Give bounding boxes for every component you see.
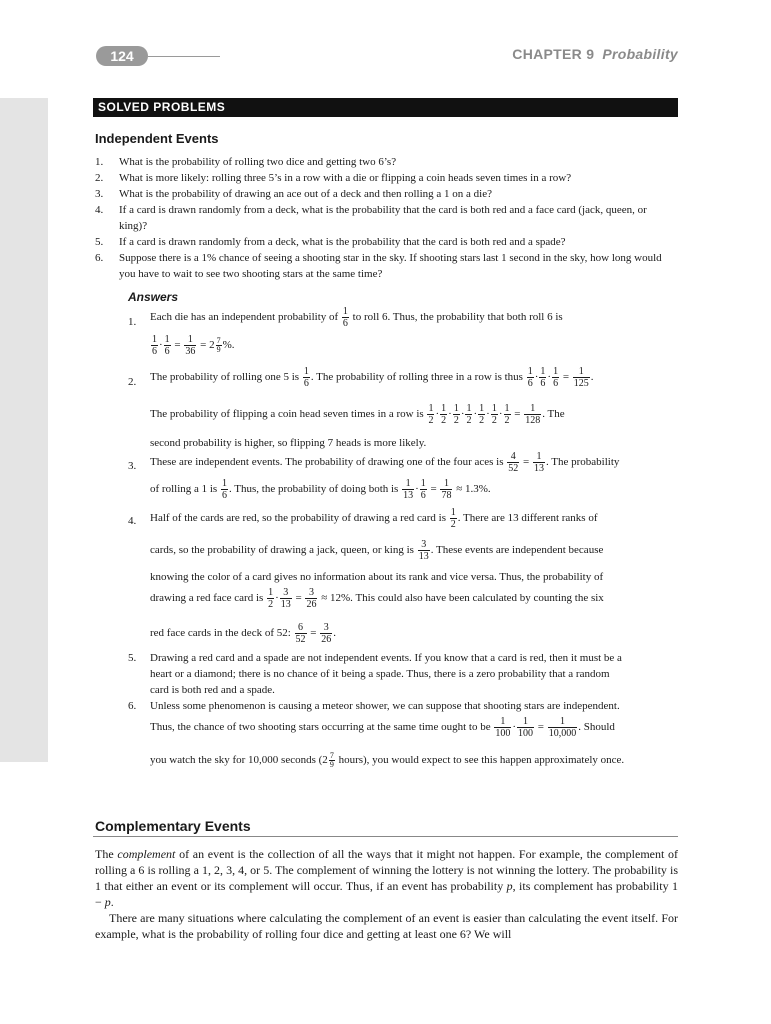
answer-line: Unless some phenomenon is causing a meteor shower, we can suppose that shooting stars are independent. <box>150 700 620 712</box>
answer-number: 6. <box>128 700 137 712</box>
answer-line: you watch the sky for 10,000 seconds (2 $\frac{7}{9}$ hours), you would expect to see this happen approximately once. <box>150 751 625 769</box>
answer-line: second probability is higher, so flipping 7 heads is more likely. <box>150 437 427 449</box>
header-rule <box>148 56 220 57</box>
paragraph-complement-definition: The complement of an event is the collection of all the ways that it might not happen. For example, the complement of rolling a 6 is rolling a 1, 2, 3, 4, or 5. The complement of winning the lottery is not winning the lottery. The probability is 1 that either an event or its complement will occur. Thus, if an event has probability p, its complement has probability 1 − p. <box>95 847 679 909</box>
answer-line: Drawing a red card and a spade are not independent events. If you know that a card is red, then it must be a <box>150 652 622 664</box>
answer-line: card is both red and a spade. <box>150 684 275 696</box>
answer-line: red face cards in the deck of 52: $\frac{6}{52}$ = $\frac{3}{26}$ . <box>150 622 337 645</box>
answers-title: Answers <box>128 290 179 304</box>
section-title-independent: Independent Events <box>95 131 219 146</box>
answer-line: These are independent events. The probability of drawing one of the four aces is $\frac{4}{52}$ = $\frac{1}{13}$ . The probability <box>150 451 620 474</box>
answer-number: 2. <box>128 376 137 388</box>
section-bar: SOLVED PROBLEMS <box>93 98 678 117</box>
chapter-label: CHAPTER 9 <box>512 46 595 62</box>
answer-line: knowing the color of a card gives no information about its rank and vice versa. Thus, the probability of <box>150 571 604 583</box>
answer-number: 4. <box>128 515 137 527</box>
answer-line: of rolling a 1 is $\frac{1}{6}$ . Thus, the probability of doing both is $\frac{1}{13}$ · $\frac{1}{6}$ = $\frac{1}{78}$ ≈ 1.3%. <box>150 478 491 501</box>
paragraph-complement-example: There are many situations where calculating the complement of an event is easier than calculating the event itself. For example, what is the probability of rolling four dice and getting at least one 6? We will <box>95 911 678 941</box>
answer-line: Thus, the chance of two shooting stars occurring at the same time ought to be $\frac{1}{100}$ · $\frac{1}{100}$ = $\frac{1}{10,000}$ . Should <box>150 716 615 739</box>
section-rule <box>93 836 678 837</box>
answer-line: The probability of rolling one 5 is $\frac{1}{6}$ . The probability of rolling three in a row is thus $\frac{1}{6}$ · $\frac{1}{6}$ · $\frac{1}{6}$ = $\frac{1}{125}$ . <box>150 366 594 389</box>
chapter-header <box>512 46 678 62</box>
answer-line: heart or a diamond; there is no chance of it being a spade. Thus, there is a zero probability that a random <box>150 668 610 680</box>
answer-line: Each die has an independent probability of $\frac{1}{6}$ to roll 6. Thus, the probability that both roll 6 is <box>150 306 563 329</box>
margin-sidebar <box>0 98 48 762</box>
section-title-complementary: Complementary Events <box>95 818 251 834</box>
answer-line: cards, so the probability of drawing a jack, queen, or king is $\frac{3}{13}$ . These events are independent because <box>150 539 604 562</box>
chapter-title: Probability <box>602 46 678 62</box>
page-number-badge: 124 <box>96 46 148 66</box>
answer-line: Half of the cards are red, so the probability of drawing a red card is $\frac{1}{2}$ . There are 13 different ranks of <box>150 507 598 530</box>
answer-line: drawing a red face card is $\frac{1}{2}$ · $\frac{3}{13}$ = $\frac{3}{26}$ ≈ 12%. This could also have been calculated by counting the six <box>150 587 604 610</box>
answer-number: 5. <box>128 652 137 664</box>
fraction: $\frac{1}{6}$ <box>342 306 348 329</box>
answer-number: 1. <box>128 316 137 328</box>
answer-number: 3. <box>128 460 137 472</box>
answer-line: $\frac{1}{6}$ · $\frac{1}{6}$ = $\frac{1}{36}$ = 2 $\frac{7}{9}$ %. <box>152 334 235 357</box>
answer-line: The probability of flipping a coin head seven times in a row is $\frac{1}{2}$ · $\frac{1}{2}$ · $\frac{1}{2}$ · $\frac{1}{2}$ · $\frac{1}{2}$ · $\frac{1}{2}$ · $\frac{1}{2}$ = $\frac{1}{128}$ . The <box>150 403 565 426</box>
